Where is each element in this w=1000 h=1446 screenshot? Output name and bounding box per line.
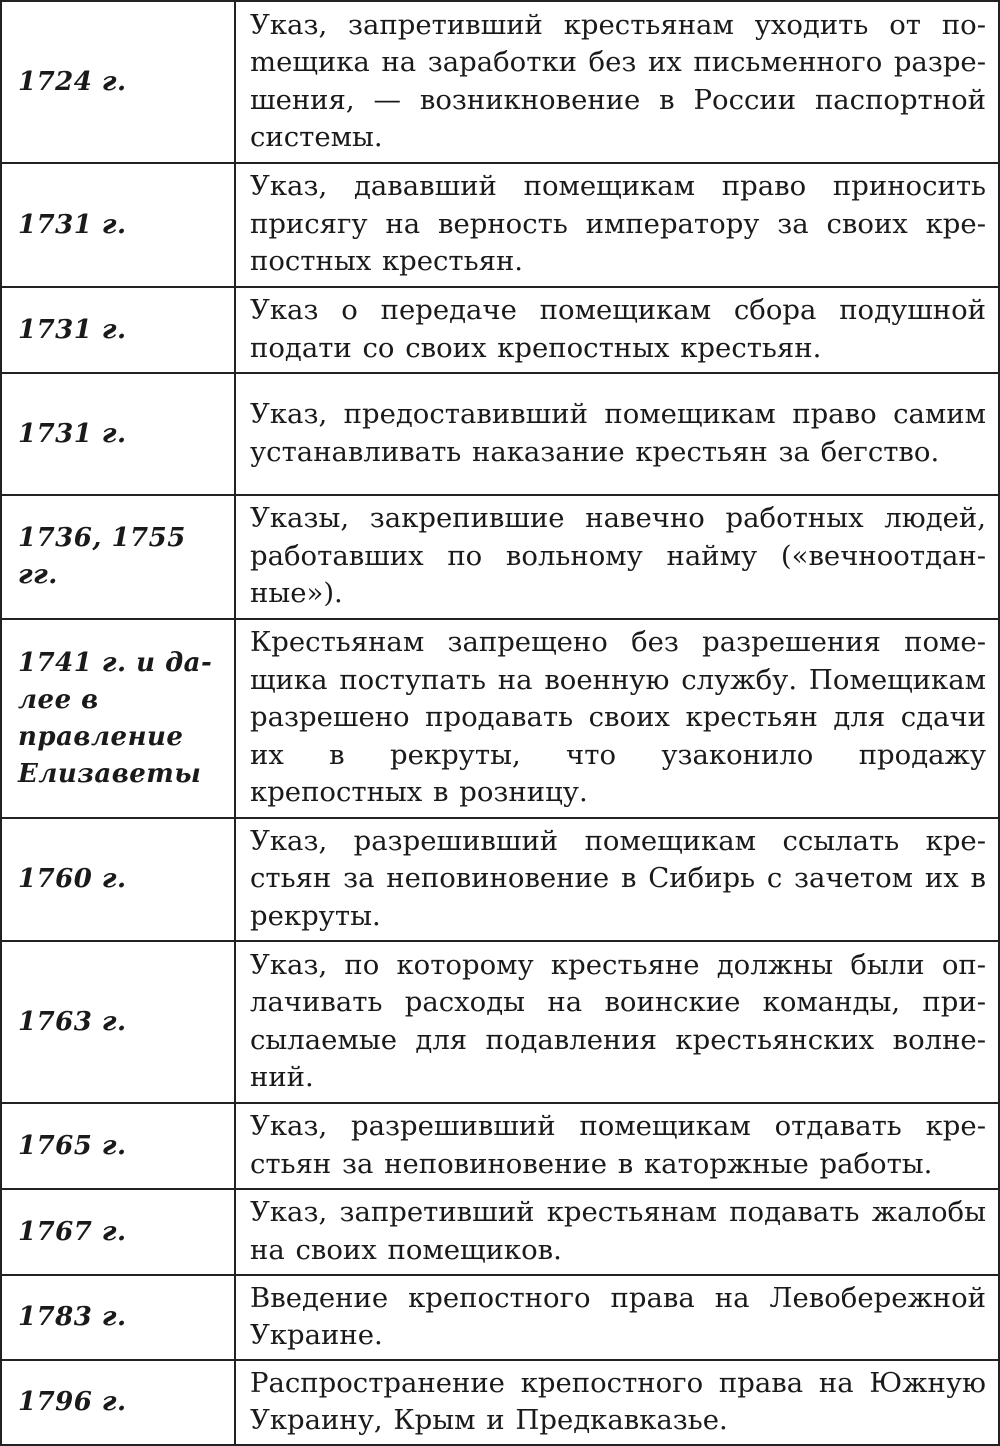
table-row	[1, 495, 999, 619]
date-cell: 1763 г.	[1, 941, 235, 1103]
date-cell: 1796 г.	[1, 1360, 235, 1445]
date-cell: 1731 г.	[1, 287, 235, 373]
table-row	[1, 941, 999, 1103]
date-cell: 1760 г.	[1, 818, 235, 941]
decree-text-cell: Указы, закрепившие навечно работных людей, работавших по вольному найму («вечноотданные»).	[235, 495, 999, 619]
table-row	[1, 287, 999, 373]
date-cell: 1724 г.	[1, 1, 235, 163]
table-row	[1, 619, 999, 818]
decree-text-cell: Указ, разрешивший помещикам ссылать крестьян за неповиновение в Сибирь с зачетом их в рекруты.	[235, 818, 999, 941]
date-cell: 1731 г.	[1, 163, 235, 287]
decree-text-cell: Указ, разрешивший помещикам отдавать крестьян за неповиновение в каторжные работы.	[235, 1103, 999, 1189]
date-cell: 1765 г.	[1, 1103, 235, 1189]
table-row	[1, 163, 999, 287]
table-row	[1, 1103, 999, 1189]
decree-text-cell: Введение крепостного права на Левобережной Украине.	[235, 1275, 999, 1360]
date-cell: 1736, 1755 гг.	[1, 495, 235, 619]
decree-text-cell: Указ, предоставивший помещикам право самим устанавливать наказание крестьян за бегство.	[235, 373, 999, 495]
decree-text-cell: Указ, запретивший крестьянам уходить от поmещика на заработки без их письменного разрешения, — возникновение в России паспортной системы.	[235, 1, 999, 163]
table-row	[1, 373, 999, 495]
date-cell: 1731 г.	[1, 373, 235, 495]
date-cell: 1741 г. и далее в правление Елизаветы	[1, 619, 235, 818]
decree-text-cell: Указ, дававший помещикам право приносить присягу на верность императору за своих крепостных крестьян.	[235, 163, 999, 287]
decree-text-cell: Указ, запретивший крестьянам подавать жалобы на своих помещиков.	[235, 1189, 999, 1275]
decree-text-cell: Указ о передаче помещикам сбора подушной подати со своих крепостных крестьян.	[235, 287, 999, 373]
table-row	[1, 1189, 999, 1275]
decree-text-cell: Распространение крепостного права на Южную Украину, Крым и Предкавказье.	[235, 1360, 999, 1445]
table-row	[1, 818, 999, 941]
date-cell: 1783 г.	[1, 1275, 235, 1360]
table-row	[1, 1, 999, 163]
table-row	[1, 1360, 999, 1445]
table-row	[1, 1275, 999, 1360]
date-cell: 1767 г.	[1, 1189, 235, 1275]
decree-text-cell: Крестьянам запрещено без разрешения помещика поступать на военную службу. Помещикам разрешено продавать своих крестьян для сдачи их в рекруты, что узаконило продажу крепостных в розницу.	[235, 619, 999, 818]
decree-text-cell: Указ, по которому крестьяне должны были оплачивать расходы на воинские команды, присылаемые для подавления крестьянских волнений.	[235, 941, 999, 1103]
